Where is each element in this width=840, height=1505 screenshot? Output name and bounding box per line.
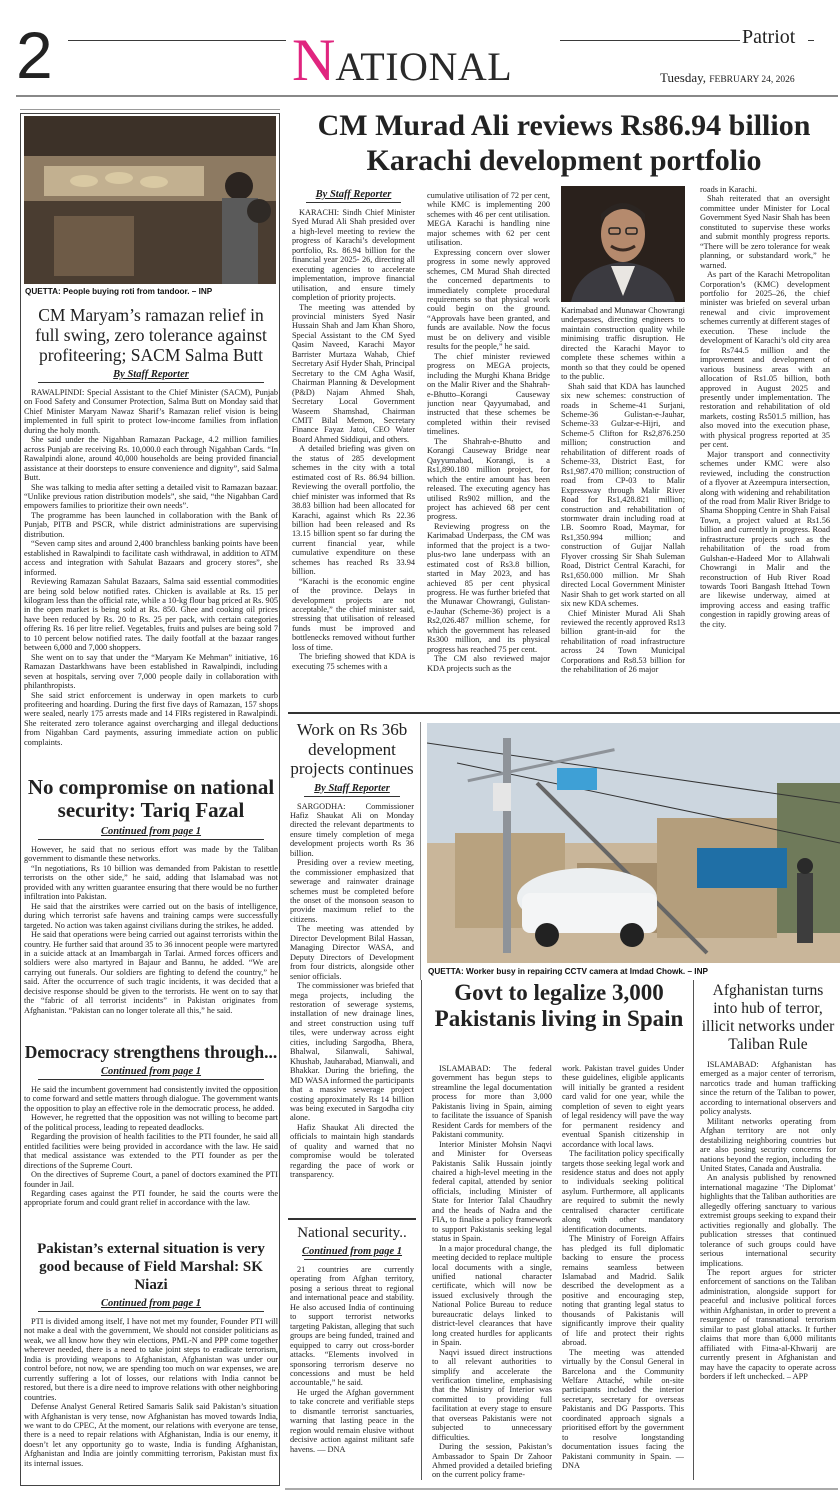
headline-sk-niazi: Pakistan’s external situation is very good because of Field Marshal: SK Niazi xyxy=(37,1241,265,1293)
story-democracy xyxy=(24,1042,278,1234)
story-national-security xyxy=(290,1224,414,1482)
lead-column-1-wrap xyxy=(292,185,415,708)
headline-tariq-fazal: No compromise on national security: Tariq Fazal xyxy=(27,776,275,822)
story-democracy-body xyxy=(24,1085,278,1234)
roti-tandoor-image xyxy=(24,116,276,284)
byline-rule xyxy=(306,202,401,203)
sargodha-bottom-rule xyxy=(288,1218,416,1220)
headline-national-security: National security.. xyxy=(297,1225,407,1241)
paragraph: The chief minister reviewed progress on MEGA projects, including the Murghi Khana Bridge on the Malir River and the Shahrah-e-Bhutto–Korangi Causeway junction near Qayyumabad, and instructed that these schemes be completed within their revised timelines. xyxy=(427,351,550,437)
paragraph: However, he regretted that the opposition was not willing to become part of the political process, leading to repeated deadlocks. xyxy=(24,1113,278,1132)
section-rest: ATIONAL xyxy=(335,44,513,89)
kicker-rule xyxy=(304,1259,400,1260)
photo-caption-roti: QUETTA: People buying roti from tandoor. – INP xyxy=(25,287,213,296)
kicker-rule xyxy=(38,1311,264,1312)
continued-label: Continued from page 1 xyxy=(100,1066,202,1077)
story-afghanistan xyxy=(700,982,836,1482)
lead-column-3 xyxy=(561,306,685,708)
paragraph: Expressing concern over slower progress in some newly approved schemes, CM Murad Shah directed the concerned departments to immediately complete procedural requirements so that physical work could begin on the ground. “Approvals have been granted, and funds are available. Now the focus must be on delivery and visible results for the people,” he said. xyxy=(427,247,550,352)
paragraph: He said that operations were being carried out against terrorists within the country. He further said that around 35 to 36 innocent people were martyred in a suicide attack at an Imambargah in Tarlai. Armed forces officers and soldiers were also martyred in Bajaur and Bannu, he added. “We are carrying out funerals. Our soldiers are fighting to defend the country,” he said. After the occurrence of such tragic incidents, it was decided that a decisive response should be given to the terrorists. He went on to say that the “fabric of all terrorist incidents” in Pakistan originates from Afghanistan. “Pakistan can no longer tolerate all this,” he said. xyxy=(24,930,278,1015)
paragraph: Chief Minister Murad Ali Shah reviewed the recently approved Rs13 billion grant-in-aid for the rehabilitation of road infrastructure across 24 Town Municipal Corporations and Rs8.53 billion for the rehabilitation of 26 major xyxy=(561,608,685,675)
paragraph: RAWALPINDI: Special Assistant to the Chief Minister (SACM), Punjab on Food Safety and Consumer Protection, Salma Butt on Monday said that Chief Minister Maryam Nawaz Sharif’s Ramazan relief vision is being implemented in full spirit to protect low-income families from inflation during the holy month. xyxy=(24,388,278,435)
paragraph: An analysis published by renowned international magazine ‘The Diplomat’ highlights that the Taliban authorities are allegedly offering sanctuary to various extremist groups seeking to expand their activities regionally and globally. The publication stresses that continued tolerance of such groups could have serious international security implications. xyxy=(700,1173,836,1268)
masthead-rule-left xyxy=(68,40,286,41)
page-number: 2 xyxy=(16,18,53,92)
headline-sargodha: Work on Rs 36b development projects continues xyxy=(290,720,414,778)
spain-column-2 xyxy=(562,1064,684,1482)
paragraph: He urged the Afghan government to take concrete and verifiable steps to dismantle terrorist sanctuaries, warning that lasting peace in the region would remain elusive without decisive action against militant safe havens. — DNA xyxy=(290,1387,414,1454)
paragraph: The programme has been launched in collaboration with the Bank of Punjab, PITB and PSCR, while district administrations are supervising distribution. xyxy=(24,510,278,539)
paragraph: The meeting was attended virtually by the Consul General in Barcelona and the Community Welfare Attaché, while on-site participants included the interior secretary, secretary for overseas Pakistanis and DG Passports. This coordinated approach signals a prioritised effort by the government to resolve longstanding documentation issues facing the Pakistani community in Spain. — DNA xyxy=(562,1347,684,1471)
paragraph: The report argues for stricter enforcement of sanctions on the Taliban administration, alongside support for peaceful and inclusive political forces within Afghanistan, in order to prevent a resurgence of transnational terrorism similar to past global attacks. It further claims that more than 6,000 militants affiliated with Fitna-al-Khwarij are currently present in Afghanistan and may have the capacity to operate across borders if left unchecked. – APP xyxy=(700,1267,836,1381)
paragraph: A detailed briefing was given on the status of 285 development schemes in the city with a total estimated cost of Rs. 86.94 billion. Reviewing the overall portfolio, the chief minister was informed that Rs 38.83 billion had been allocated for Karachi, against which Rs 22.36 billion had been released and Rs 13.15 billion spent so far during the current financial year, while cumulative expenditure on these schemes has reached Rs 33.94 billion. xyxy=(292,444,415,577)
paragraph: The facilitation policy specifically targets those seeking legal work and residence status and does not apply to individuals seeking political asylum. Furthermore, all applicants are required to submit the newly centralised character certificate along with other mandatory identification documents. xyxy=(562,1149,684,1234)
paragraph: “In negotiations, Rs 10 billion was demanded from Pakistan to resettle terrorists on the other side,” he said, adding that Islamabad was not provided with any written guarantee ensuring that there would be no further infiltration into Pakistan. xyxy=(24,863,278,902)
paragraph: During the session, Pakistan’s Ambassador to Spain Dr Zahoor Ahmed provided a detailed briefing on the current policy frame- xyxy=(432,1442,552,1480)
paragraph: SARGODHA: Commissioner Hafiz Shaukat Ali on Monday directed the relevant departments to ensure timely completion of mega development projects worth Rs 36 billion. xyxy=(290,801,414,858)
paragraph: He said that the airstrikes were carried out on the basis of intelligence, during which terrorist safe havens and training camps were successfully targeted. No action was taken against civilians during the strikes, he added. xyxy=(24,901,278,930)
headline-democracy: Democracy strengthens through... xyxy=(24,1042,278,1062)
paragraph: ISLAMABAD: Afghanistan has emerged as a major center of terrorism, narcotics trade and human trafficking since the return of the Taliban to power, according to international observers and policy analysts. xyxy=(700,1060,836,1117)
continued-label: Continued from page 1 xyxy=(301,1246,403,1257)
paragraph: Regarding the provision of health facilities to the PTI founder, he said all entitled facilities were being provided in accordance with the law. He said that medical assistance was extended to the PTI founder as per the directions of the Supreme Court. xyxy=(24,1132,278,1170)
byline-rule xyxy=(304,796,400,797)
paragraph: The CM also reviewed major KDA projects such as the xyxy=(427,654,550,673)
masthead-rule-right xyxy=(560,40,740,41)
paragraph: ISLAMABAD: The federal government has begun steps to streamline the legal documentation process for more than 3,000 Pakistanis living in Spain, aiming to facilitate the issuance of Spanish Resident Cards for members of the Pakistani community. xyxy=(432,1064,552,1140)
lead-column-1 xyxy=(292,208,415,708)
paragraph: 21 countries are currently operating from Afghan territory, posing a serious threat to regional and international peace and stability. He also accused India of continuing to support terrorist networks targeting Pakistan, alleging that such groups are being funded, trained and equipped to carry out cross-border attacks. “Elements involved in sponsoring terrorism deserve no concessions and must be held accountable,” he said. xyxy=(290,1265,414,1388)
paragraph: Presiding over a review meeting, the commissioner emphasized that sewerage and rainwater drainage schemes must be completed before the onset of the monsoon season to provide maximum relief to the citizens. xyxy=(290,858,414,924)
left-box-top-rule xyxy=(20,109,280,110)
lead-headline xyxy=(288,108,840,178)
spain-column-1 xyxy=(432,1064,552,1482)
paragraph: The meeting was attended by Director Development Bilal Hassan, Managing Director WASA, and Deputy Directors of Development from four districts, alongside other senior officials. xyxy=(290,924,414,981)
lead-column-2 xyxy=(427,191,550,708)
lead-bottom-rule xyxy=(288,712,840,714)
paper-logo: Patriot xyxy=(742,26,796,48)
paragraph: The commissioner was briefed that mega projects, including the restoration of sewerage systems, installation of new drainage lines, and street construction using tuff tiles, were underway across eight cities, including Sargodha, Bhera, Bhalwal, Silanwali, Sahiwal, Khushab, Jauharabad, Mianwali, and Bhakkar. During the briefing, the MD WASA informed the participants that a massive sewerage project costing approximately Rs 14 billion was being executed in Sargodha city alone. xyxy=(290,981,414,1123)
paragraph: Interior Minister Mohsin Naqvi and Minister for Overseas Pakistanis Salik Hussain jointly chaired a high-level meeting in the federal capital, attended by senior officials, including Minister of State for Interior Talal Chaudhry and the heads of Nadra and the FIA, to finalise a policy framework to support Pakistanis seeking legal status in Spain. xyxy=(432,1139,552,1244)
story-sargodha xyxy=(290,720,414,1214)
byline-staff-reporter: By Staff Reporter xyxy=(314,782,390,794)
paragraph: The briefing showed that KDA is executing 75 schemes with a xyxy=(292,652,415,671)
story-maryam-relief xyxy=(24,305,278,763)
paragraph: Major transport and connectivity schemes under KMC were also reviewed, including the construction of a flyover at Azeempura intersection, along with widening and rehabilitation of the road from Malir River Bridge to Shama Shopping Centre in Shah Faisal Town, a project valued at Rs1.56 billion and currently in progress. Road infrastructure projects such as the rehabilitation of the road from Gulshan-e-Hadeed Mor to Allahwali Chowrangi in Malir and the reconstruction of Hub River Road towards Toori Bangash Ittehad Town are likewise underway, aimed at improving access and easing traffic congestion in rapidly growing areas of the city. xyxy=(700,449,830,629)
paragraph: In a major procedural change, the meeting decided to replace multiple local documents with a single, unified national character certificate, which will now be issued exclusively through the National Police Bureau to reduce bureaucratic delays linked to district-level clearances that have long created hurdles for applicants in Spain. xyxy=(432,1243,552,1348)
headline-spain: Govt to legalize 3,000 Pakistanis living in Spain xyxy=(434,980,684,1031)
portrait-image xyxy=(561,186,685,302)
headline-afghanistan: Afghanistan turns into hub of terror, illicit networks under Taliban Rule xyxy=(701,982,835,1053)
paragraph: Shah reiterated that an oversight committee under Minister for Local Government Syed Nasir Shah has been constituted to supervise these works and submit monthly progress reports. “There will be zero tolerance for weak planning, or substandard work,” he warned. xyxy=(700,194,830,270)
byline-rule xyxy=(38,382,264,383)
photo-cctv-repair xyxy=(427,723,840,963)
paragraph: However, he said that no serious effort was made by the Taliban government to dismantle these networks. xyxy=(24,845,278,864)
paragraph: Defense Analyst General Retired Samaris Salik said Pakistan’s situation with Afghanistan is very tense, now Afghanistan has moved towards India, we want to do CPEC, At the moment, our relations with everyone are tense, there is a need to repair relations with Afghanistan, India is our enemy, it doesn’t let any opportunity go to waste, India is funding Afghanistan, Afghanistan and India are jointly committing terrorism, Pakistan must fix its internal issues. xyxy=(24,1402,278,1468)
photo-murad-ali-shah xyxy=(561,186,685,302)
page-bottom-rule xyxy=(285,1488,838,1490)
story-sk-niazi-body xyxy=(24,1317,278,1483)
lead-byline: By Staff Reporter xyxy=(315,189,392,200)
paragraph: She said strict enforcement is underway in open markets to curb profiteering and hoarding. During the first five days of Ramazan, 157 shops were sealed, nearly 175 arrests made and 14 FIRs registered in Rawalpindi. She reiterated zero tolerance against overcharging and illegal deductions from Nigahban Card payments, assuring immediate action on public complaints. xyxy=(24,690,278,747)
continued-label: Continued from page 1 xyxy=(100,1298,202,1309)
column-divider xyxy=(693,980,694,1480)
lead-column-4 xyxy=(700,185,830,708)
story-national-security-body xyxy=(290,1265,414,1482)
masthead-bottom-rule xyxy=(16,95,838,97)
continued-label: Continued from page 1 xyxy=(100,826,202,837)
paragraph: The Ministry of Foreign Affairs has pledged its full diplomatic backing to ensure the process remains seamless between Islamabad and Madrid. Salik described the development as a positive and encouraging step, noting that granting legal status to thousands of Pakistanis will significantly improve their quality of life and protect their rights abroad. xyxy=(562,1234,684,1348)
photo-caption-cctv: QUETTA: Worker busy in repairing CCTV camera at Imdad Chowk. – INP xyxy=(428,967,708,976)
story-sargodha-body xyxy=(290,802,414,1215)
paragraph: As part of the Karachi Metropolitan Corporation’s (KMC) development portfolio for 2025–26, the chief minister was briefed on several urban renewal and civic improvement schemes currently at different stages of execution. These include the development of Karachi’s old city area for Rs744.5 million and the improvement and development of various business areas with an allocation of Rs1.05 billion, both approved in August 2025 and presently under implementation. The restoration and rehabilitation of old markets, costing Rs501.5 million, has also moved into the execution phase, with physical progress reported at 35 per cent. xyxy=(700,270,830,450)
weekday: Tuesday, xyxy=(660,70,706,85)
masthead-rule-end xyxy=(808,40,814,41)
paragraph: On the directives of Supreme Court, a panel of doctors examined the PTI founder in Jail. xyxy=(24,1170,278,1189)
paragraph: She went on to say that under the “Maryam Ke Mehman” initiative, 16 Ramazan Dastarkhwans have been established in Rawalpindi, including seven at hospitals, serving over 7,000 people daily in collaboration with philanthropists. xyxy=(24,652,278,691)
byline-staff-reporter: By Staff Reporter xyxy=(113,369,189,380)
cctv-repair-image xyxy=(427,723,840,963)
section-title xyxy=(292,27,513,93)
column-divider xyxy=(421,980,422,1480)
story-sk-niazi xyxy=(24,1240,278,1483)
lead-headline-line2: Karachi development portfolio xyxy=(366,144,762,177)
story-afghanistan-body xyxy=(700,1060,836,1482)
paragraph: Regarding cases against the PTI founder, he said the courts were the appropriate forum and could grant relief in accordance with the law. xyxy=(24,1188,278,1208)
paragraph: roads in Karachi. xyxy=(700,185,757,194)
paragraph: Shah said that KDA has launched six new schemes: construction of roads in Scheme-41 Surjani, Scheme-36 Gulistan-e-Jauhar, Scheme-33 Gulzar-e-Hijri, and Scheme-5 Clifton for Rs2,876.250 million; construction and rehabilitation of different roads of Scheme-33, District East, for Rs1,987.470 million; construction of road from CP-03 to Malir Expressway through Malir River Road for Rs1,428.821 million; construction and rehabilitation of stormwater drain including road at I.B. Soomro Road, Maymar, for Rs1,350.994 million; and construction of Gujjar Nallah Flyover crossing Sir Shah Suleman Road, District Central Karachi, for Rs1,650.000 million. Mr Shah directed Local Government Minister Nasir Shah to get work started on all six new KDA schemes. xyxy=(561,381,685,609)
paragraph: PTI is divided among itself, I have not met my founder, Founder PTI will not make a deal with the government, We should not consider politicians as weak, we all know how they win elections, PML-N and PPP come together wherever needed, there is a need to take joint steps to eradicate terrorism, India is providing weapons to Afghanistan, Afghanistan was under our control before, not now, we are spending too much on war expenses, we are currently suffering a lot of losses, our relations with India cannot be restored, but there is a dire need to improve relations with other neighboring countries. xyxy=(24,1317,278,1402)
paragraph: work. Pakistan travel guides Under these guidelines, eligible applicants will initially be granted a resident card valid for one year, while the completion of seven to eight years of legal residency will pave the way for permanent residency and eventual Spanish citizenship in accordance with local laws. xyxy=(562,1064,684,1149)
paragraph: Hafiz Shaukat Ali directed the officials to maintain high standards of quality and warned that no compromise would be tolerated regarding the pace of work or transparency. xyxy=(290,1122,414,1180)
paragraph: cumulative utilisation of 72 per cent, while KMC is implementing 200 schemes with 46 per cent utilisation. MEGA Karachi is handling nine major schemes with 62 per cent utilisation. xyxy=(427,191,550,248)
paragraph: Karimabad and Munawar Chowrangi underpasses, directing engineers to maintain construction quality while minimising traffic disruption. He directed the Karachi Mayor to complete these schemes within a month so that they could be opened to the public. xyxy=(561,306,685,382)
paragraph: “Karachi is the economic engine of the province. Delays in development projects are not acceptable,” the chief minister said, stressing that utilisation of released funds must be improved and bottlenecks removed without further loss of time. xyxy=(292,576,415,652)
paragraph: She said under the Nigahban Ramazan Package, 4.2 million families across Punjab are receiving Rs. 10,000.0 each through Nigahban Cards. “In Rawalpindi alone, around 40,000 households are being provided financial assistance at their doorsteps to ensure convenience and dignity”, said Salma Butt. xyxy=(24,435,278,483)
column-divider xyxy=(420,722,421,980)
headline-maryam-relief: CM Maryam’s ramazan relief in full swing, zero tolerance against profiteering; SACM Salma Butt xyxy=(35,305,267,365)
paragraph: The meeting was attended by provincial ministers Syed Nasir Hussain Shah and Jam Khan Shoro, Special Assistant to the CM Syed Qasim Naveed, Karachi Mayor Barrister Murtaza Wahab, Chief Secretary Asif Hyder Shah, Principal Secretary to the CM Agha Wasif, Chairman Planning & Development (P&D) Najam Ahmed Shah, Secretary Local Government Waseem Shamshad, Chairman CMIT Bilal Memon, Secretary Finance Fayaz Jatoi, CEO Water Board Ahmed Siddiqui, and others. xyxy=(292,302,415,444)
story-maryam-relief-body xyxy=(24,388,278,763)
paragraph: The Shahrah-e-Bhutto and Korangi Causeway Bridge near Qayyumabad, Korangi, is a Rs1,890.180 million project, for which the entire amount has been released. The executing agency has utilised Rs902 million, and the project has achieved 68 per cent progress. xyxy=(427,436,550,522)
paragraph: Reviewing progress on the Karimabad Underpass, the CM was informed that the project is a two-plus-two lane underpass with an estimated cost of Rs3.8 billion, started in May 2023, and has achieved 85 per cent physical progress. He was further briefed that the Munawar Chowrangi, Gulistan-e-Jauhar (Scheme-36) project is a Rs2,026.487 million scheme, for which the government has released Rs300 million, and its physical progress has reached 75 per cent. xyxy=(427,521,550,654)
paragraph: KARACHI: Sindh Chief Minister Syed Murad Ali Shah presided over a high-level meeting to review the progress of Karachi’s development portfolio, Rs. 86.94 billion for the financial year 2025- 26, directing all executing agencies to accelerate implementation, improve financial utilisation, and ensure timely completion of priority projects. xyxy=(292,208,415,303)
story-tariq-fazal xyxy=(24,776,278,1034)
photo-roti-tandoor xyxy=(24,116,276,284)
section-initial: N xyxy=(292,27,336,93)
kicker-rule xyxy=(38,1079,264,1080)
lead-headline-line1: CM Murad Ali reviews Rs86.94 billion xyxy=(317,109,811,142)
paragraph: Militant networks operating from Afghan territory are not only destabilizing neighboring countries but are also posing security concerns for nations beyond the region, including the United States, Canada and Australia. xyxy=(700,1116,836,1173)
paragraph: She was talking to media after setting a detailed visit to Ramazan bazaar. “Unlike previous ration distribution models”, she said, “the Nigahban Card empowers families to prioritize their own needs”. xyxy=(24,482,278,511)
paragraph: Reviewing Ramazan Sahulat Bazaars, Salma said essential commodities are being sold below notified rates. Chicken is available at Rs. 15 per kilogram less than the official rate, while a 10-kg flour bag priced at Rs. 905 in the open market is being sold at Rs. 850. Ghee and cooking oil prices have been reduced by Rs. 20 to Rs. 25 per pack, with certain categories offering Rs. 16 per litre relief. Vegetables, fruits and pulses are being sold 7 to 10 percent below notified rates. The daily footfall at the bazaar ranges between 6,000 and 7,000 shoppers. xyxy=(24,577,278,653)
date: FEBRUARY 24, 2026 xyxy=(709,75,795,85)
paragraph: Naqvi issued direct instructions to all relevant authorities to simplify and accelerate the verification timeline, emphasising that the Ministry of Interior was committed to providing full facilitation at every stage to ensure that overseas Pakistanis were not subjected to unnecessary difficulties. xyxy=(432,1347,552,1442)
paragraph: “Seven camp sites and around 2,400 branchless banking points have been established in Rawalpindi to facilitate cash withdrawal, in addition to ATM access and integration with Sahulat Bazaars and grocery stores”, she informed. xyxy=(24,539,278,577)
kicker-rule xyxy=(38,839,264,840)
paragraph: He said the incumbent government had consistently invited the opposition to come forward and settle matters through dialogue. The government wants the opposition to play an effective role in the democratic process, he added. xyxy=(24,1085,278,1113)
issue-date xyxy=(660,70,795,86)
story-tariq-fazal-body xyxy=(24,845,278,1034)
